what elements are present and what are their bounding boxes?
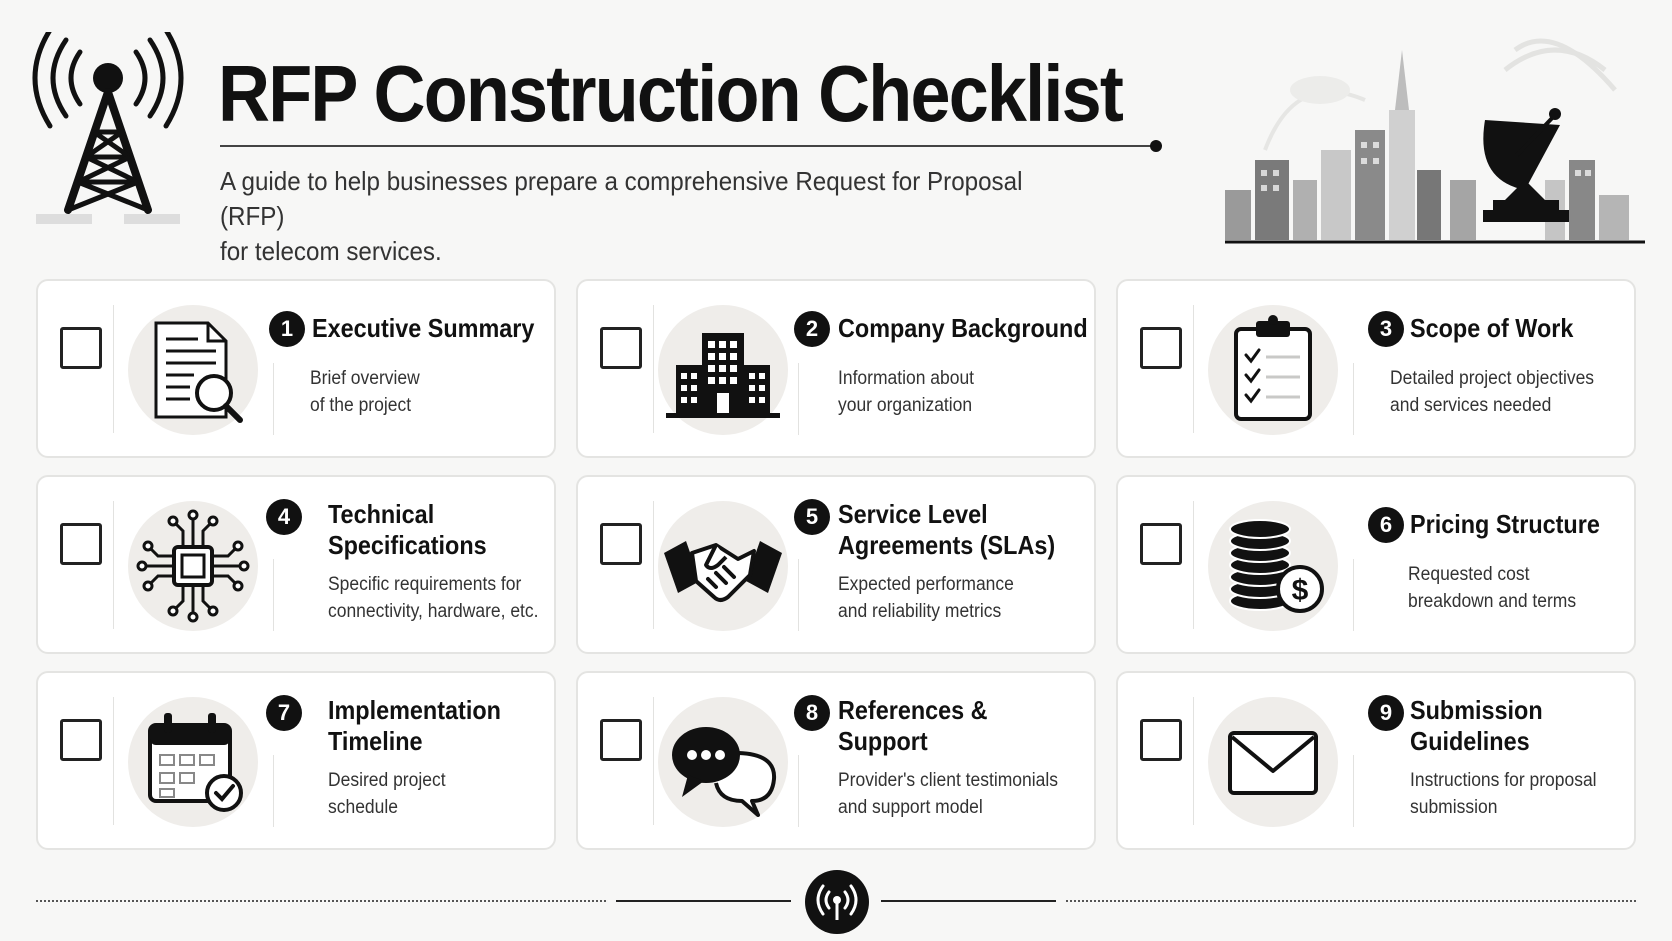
checkbox-references-support[interactable] xyxy=(600,719,642,761)
step-number-badge: 7 xyxy=(266,695,302,731)
card-divider xyxy=(273,363,274,435)
checklist-card-implementation-timeline xyxy=(36,671,556,850)
checkbox-service-level-agreements[interactable] xyxy=(600,523,642,565)
icon-badge xyxy=(128,501,258,631)
checklist-grid xyxy=(36,279,1636,851)
checklist-card-references-support xyxy=(576,671,1096,850)
icon-badge xyxy=(658,305,788,435)
card-title xyxy=(838,313,1088,344)
card-divider xyxy=(113,305,114,433)
clipboard-checklist-icon xyxy=(1208,305,1338,435)
card-title-line-1: Service Level xyxy=(838,499,988,529)
icon-badge xyxy=(658,501,788,631)
card-description xyxy=(838,571,1014,625)
handshake-icon xyxy=(658,501,788,631)
card-divider xyxy=(1193,501,1194,629)
card-title xyxy=(1410,509,1600,540)
coins-dollar-icon xyxy=(1208,501,1338,631)
checklist-card-technical-specifications xyxy=(36,475,556,654)
card-desc-line-1: Expected performance xyxy=(838,574,1014,595)
checkbox-submission-guidelines[interactable] xyxy=(1140,719,1182,761)
checklist-card-submission-guidelines xyxy=(1116,671,1636,850)
card-desc-line-2: breakdown and terms xyxy=(1408,591,1577,612)
card-divider xyxy=(798,755,799,827)
step-number-badge: 4 xyxy=(266,499,302,535)
card-divider xyxy=(1353,559,1354,631)
card-divider xyxy=(798,363,799,435)
footer-line-right xyxy=(881,900,1056,902)
card-title-line-1: Submission xyxy=(1410,695,1543,725)
icon-badge xyxy=(1208,305,1338,435)
card-desc-line-2: and support model xyxy=(838,797,983,818)
calendar-check-icon xyxy=(128,697,258,827)
radio-tower-icon xyxy=(28,32,188,242)
card-desc-line-1: Provider's client testimonials xyxy=(838,770,1058,791)
card-description xyxy=(310,365,420,419)
card-title-line-2: Timeline xyxy=(328,726,423,756)
card-desc-line-1: Detailed project objectives xyxy=(1390,368,1595,389)
card-divider xyxy=(1353,363,1354,435)
card-title xyxy=(838,499,1055,561)
card-desc-line-2: your organization xyxy=(838,395,973,416)
footer-dotted-line-right xyxy=(1066,900,1636,902)
card-desc-line-1: Brief overview xyxy=(310,368,420,389)
svg-text:$: $ xyxy=(1291,574,1309,607)
card-title-line-2: Support xyxy=(838,726,928,756)
card-description xyxy=(328,571,539,625)
checkbox-executive-summary[interactable] xyxy=(60,327,102,369)
card-title xyxy=(328,695,501,757)
document-search-icon xyxy=(128,305,258,435)
title-underline xyxy=(220,145,1160,147)
card-desc-line-2: connectivity, hardware, etc. xyxy=(328,601,539,622)
card-divider xyxy=(1193,697,1194,825)
city-skyline-satellite-icon xyxy=(1225,30,1645,245)
card-desc-line-2: and services needed xyxy=(1390,395,1552,416)
broadcast-antenna-icon xyxy=(805,870,869,934)
card-description xyxy=(838,365,974,419)
card-divider xyxy=(113,697,114,825)
step-number-badge: 9 xyxy=(1368,695,1404,731)
step-number-badge: 3 xyxy=(1368,311,1404,347)
checklist-card-scope-of-work xyxy=(1116,279,1636,458)
checkbox-technical-specifications[interactable] xyxy=(60,523,102,565)
office-building-icon xyxy=(658,305,788,435)
card-divider xyxy=(653,501,654,629)
footer-dotted-line-left xyxy=(36,900,606,902)
title-underline-dot xyxy=(1150,140,1162,152)
card-title-line-1: Company Background xyxy=(838,313,1088,343)
card-title xyxy=(312,313,534,344)
card-divider xyxy=(113,501,114,629)
step-number-badge: 8 xyxy=(794,695,830,731)
circuit-chip-icon xyxy=(128,501,258,631)
card-title-line-1: Technical xyxy=(328,499,435,529)
card-desc-line-1: Information about xyxy=(838,368,975,389)
card-divider xyxy=(653,697,654,825)
card-desc-line-2: and reliability metrics xyxy=(838,601,1002,622)
checklist-card-pricing-structure xyxy=(1116,475,1636,654)
card-desc-line-1: Instructions for proposal xyxy=(1410,770,1597,791)
checkbox-scope-of-work[interactable] xyxy=(1140,327,1182,369)
header xyxy=(0,0,1672,266)
checklist-card-service-level-agreements xyxy=(576,475,1096,654)
card-desc-line-1: Requested cost xyxy=(1408,564,1530,585)
card-description xyxy=(328,767,446,821)
page-title: RFP Construction Checklist xyxy=(218,49,1123,138)
step-number-badge: 6 xyxy=(1368,507,1404,543)
card-divider xyxy=(1193,305,1194,433)
card-divider xyxy=(653,305,654,433)
card-description xyxy=(1390,365,1594,419)
page-subtitle xyxy=(220,164,1057,269)
card-title-line-1: References & xyxy=(838,695,988,725)
icon-badge xyxy=(1208,697,1338,827)
checkbox-implementation-timeline[interactable] xyxy=(60,719,102,761)
card-title xyxy=(838,695,988,757)
card-divider xyxy=(273,559,274,631)
checkbox-pricing-structure[interactable] xyxy=(1140,523,1182,565)
checkbox-company-background[interactable] xyxy=(600,327,642,369)
card-divider xyxy=(1353,755,1354,827)
card-title-line-1: Pricing Structure xyxy=(1410,509,1600,539)
icon-badge xyxy=(658,697,788,827)
card-title-line-1: Implementation xyxy=(328,695,501,725)
card-title-line-2: Guidelines xyxy=(1410,726,1530,756)
card-desc-line-1: Specific requirements for xyxy=(328,574,522,595)
step-number-badge: 5 xyxy=(794,499,830,535)
card-title xyxy=(328,499,487,561)
footer xyxy=(0,860,1672,941)
icon-badge xyxy=(1208,501,1338,631)
footer-line-left xyxy=(616,900,791,902)
card-title xyxy=(1410,695,1543,757)
card-divider xyxy=(798,559,799,631)
subtitle-line-2: for telecom services. xyxy=(220,236,442,266)
card-description xyxy=(1410,767,1597,821)
card-desc-line-2: of the project xyxy=(310,395,412,416)
icon-badge xyxy=(128,305,258,435)
card-title-line-2: Agreements (SLAs) xyxy=(838,530,1056,560)
checklist-card-company-background xyxy=(576,279,1096,458)
card-desc-line-2: submission xyxy=(1410,797,1498,818)
card-title-line-1: Executive Summary xyxy=(312,313,535,343)
icon-badge xyxy=(128,697,258,827)
checklist-card-executive-summary xyxy=(36,279,556,458)
envelope-icon xyxy=(1208,697,1338,827)
step-number-badge: 1 xyxy=(269,311,305,347)
card-title-line-2: Specifications xyxy=(328,530,487,560)
card-title xyxy=(1410,313,1573,344)
card-description xyxy=(838,767,1058,821)
step-number-badge: 2 xyxy=(794,311,830,347)
card-description xyxy=(1408,561,1576,615)
card-desc-line-2: schedule xyxy=(328,797,398,818)
card-desc-line-1: Desired project xyxy=(328,770,446,791)
card-divider xyxy=(273,755,274,827)
footer-badge xyxy=(805,870,869,934)
card-title-line-1: Scope of Work xyxy=(1410,313,1574,343)
chat-bubbles-icon xyxy=(658,697,788,827)
subtitle-line-1: A guide to help businesses prepare a comprehensive Request for Proposal (RFP) xyxy=(220,166,1023,231)
